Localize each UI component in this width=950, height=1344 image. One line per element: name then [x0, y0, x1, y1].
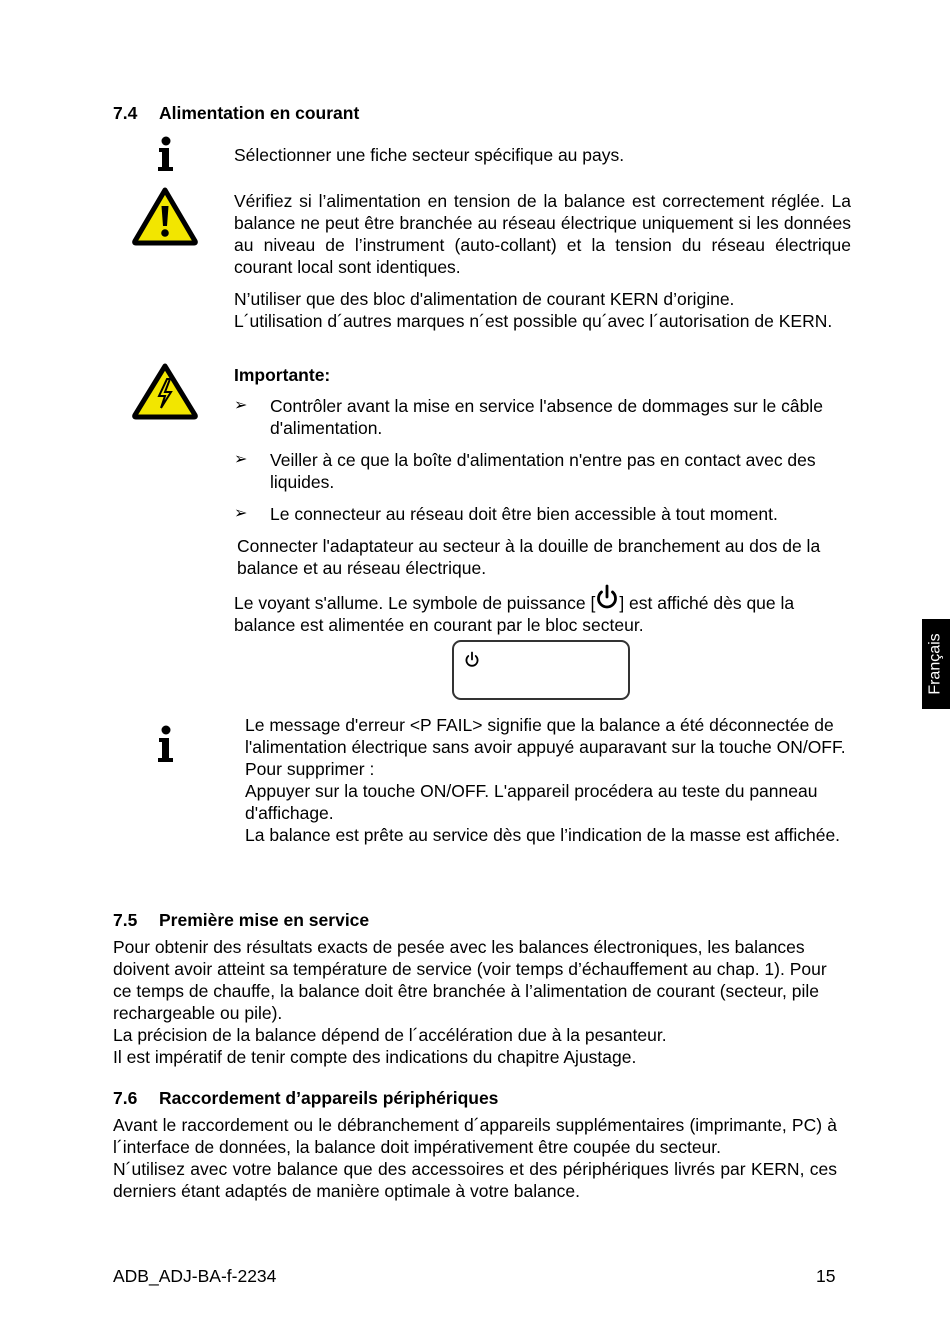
info-icon: [155, 725, 177, 763]
bullet-item: [234, 503, 851, 525]
section-7-5-body: [113, 936, 833, 1068]
section-title: Alimentation en courant: [159, 103, 360, 123]
bullet-item: [234, 449, 851, 493]
error-message-block: [245, 714, 855, 846]
section-title: Première mise en service: [159, 910, 370, 930]
arrowhead-bullet-icon: ➢: [234, 397, 248, 414]
display-panel: [452, 640, 630, 700]
voyant-text: [234, 584, 854, 636]
language-side-tab: [922, 619, 950, 709]
voyant-text-before: Le voyant s'allume. Le symbole de puissance [: [234, 593, 596, 613]
language-label: Français: [927, 633, 945, 695]
section-number: 7.6: [113, 1088, 138, 1108]
voyant-text-after: ] est affiché dès que la balance est alimentée en courant par le bloc secteur.: [234, 593, 795, 635]
body-paragraph: Pour obtenir des résultats exacts de pesée avec les balances électroniques, les balances doivent avoir atteint sa température de service (voir temps d’échauffement au chap. 1). Pour ce temps de chauffe, la balance doit être branchée à l’alimentation de courant (secteur, pile rechargeable ou pile).: [113, 937, 827, 1023]
error-line: Appuyer sur la touche ON/OFF. L'appareil procédera au teste du panneau d'affichage.: [245, 781, 818, 823]
section-title: Raccordement d’appareils périphériques: [159, 1088, 499, 1108]
section-number: 7.4: [113, 103, 138, 123]
connect-text: Connecter l'adaptateur au secteur à la douille de branchement au dos de la balance et au réseau électrique.: [237, 536, 821, 578]
section-7-6-body: [113, 1114, 837, 1202]
high-voltage-icon: [131, 362, 199, 420]
body-paragraph: N´utilisez avec votre balance que des accessoires et des périphériques livrés par KERN, ces derniers étant adaptés de manière optimale à votre balance.: [113, 1159, 837, 1201]
warning-text: Vérifiez si l’alimentation en tension de la balance est correctement réglée. La balance ne peut être branchée au réseau électrique uniquement si les données au niveau de l’instrument (auto-collant) et la tension du réseau électrique courant local sont identiques.: [234, 191, 851, 277]
body-paragraph: Avant le raccordement ou le débranchement d´appareils supplémentaires (imprimante, PC) à l´interface de données, la balance doit impérativement être coupée du secteur.: [113, 1115, 837, 1157]
error-line: Le message d'erreur <P FAIL> signifie que la balance a été déconnectée de l'alimentation électrique sans avoir appuyé auparavant sur la touche ON/OFF.: [245, 715, 846, 757]
kern-line-1: N’utiliser que des bloc d'alimentation de courant KERN d’origine.: [234, 289, 735, 309]
bullet-text: Le connecteur au réseau doit être bien accessible à tout moment.: [270, 504, 778, 524]
bullet-text: Contrôler avant la mise en service l'absence de dommages sur le câble d'alimentation.: [270, 396, 823, 438]
power-icon: [595, 584, 619, 610]
bullet-item: [234, 395, 851, 439]
footer-page-number: 15: [816, 1266, 836, 1286]
section-7-5-heading: [113, 910, 369, 931]
section-number: 7.5: [113, 910, 138, 930]
body-paragraph: Il est impératif de tenir compte des indications du chapitre Ajustage.: [113, 1047, 637, 1067]
arrowhead-bullet-icon: ➢: [234, 505, 248, 522]
section-7-6-heading: [113, 1088, 498, 1109]
power-icon: [464, 651, 480, 668]
section-7-4-heading: [113, 103, 359, 124]
important-label: Importante:: [234, 365, 331, 385]
error-line: La balance est prête au service dès que l’indication de la masse est affichée.: [245, 825, 841, 845]
bullet-text: Veiller à ce que la boîte d'alimentation n'entre pas en contact avec des liquides.: [270, 450, 816, 492]
body-paragraph: La précision de la balance dépend de l´accélération due à la pesanteur.: [113, 1025, 667, 1045]
error-line: Pour supprimer :: [245, 759, 375, 779]
info-text: Sélectionner une fiche secteur spécifique au pays.: [234, 145, 625, 165]
info-icon: [155, 136, 177, 172]
warning-triangle-icon: [131, 186, 199, 246]
arrowhead-bullet-icon: ➢: [234, 451, 248, 468]
footer-doc-id: ADB_ADJ-BA-f-2234: [113, 1266, 277, 1286]
kern-line-2: L´utilisation d´autres marques n´est possible qu´avec l´autorisation de KERN.: [234, 311, 833, 331]
